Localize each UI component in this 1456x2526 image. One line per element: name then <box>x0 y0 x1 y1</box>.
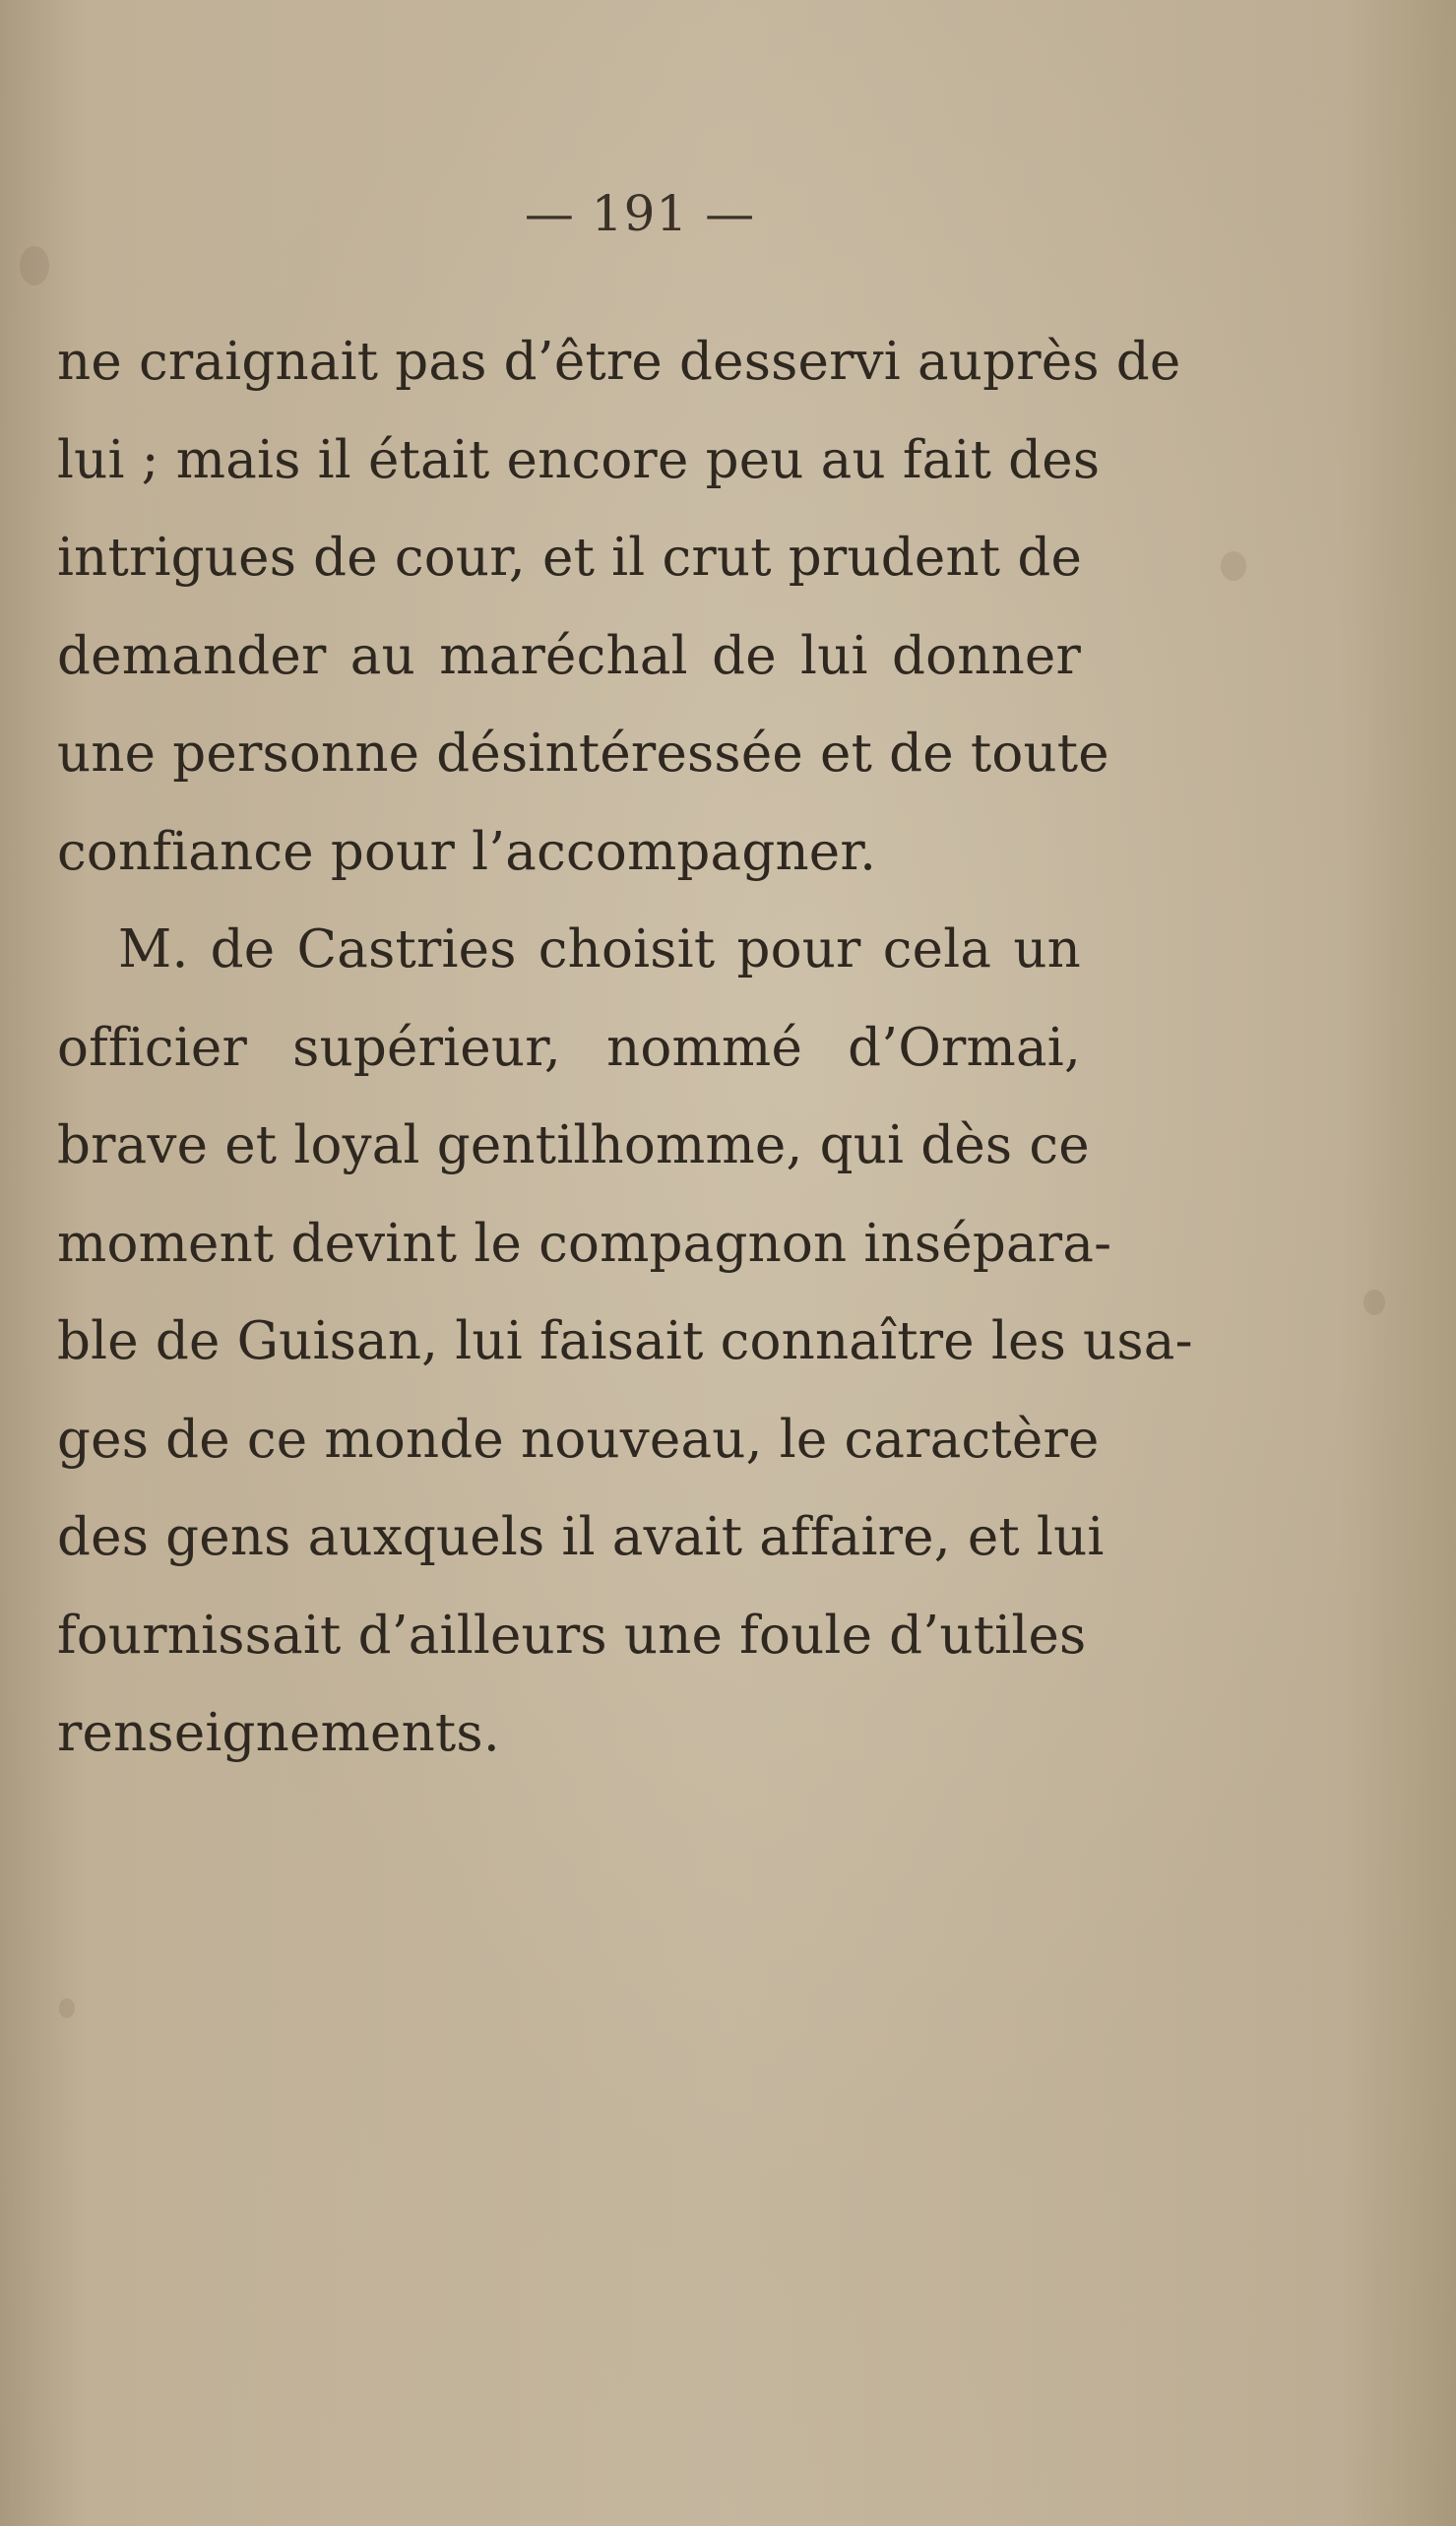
text-line: demander au maréchal de lui donner <box>57 625 1081 686</box>
text-line: ges de ce monde nouveau, le caractère <box>57 1409 1100 1470</box>
paper-stain <box>1221 551 1246 581</box>
paper-stain <box>59 1998 75 2018</box>
text-line: ble de Guisan, lui faisait connaître les usa- <box>57 1311 1193 1371</box>
text-line: moment devint le compagnon insépara- <box>57 1213 1112 1274</box>
text-line: M. de Castries choisit pour cela un <box>118 919 1081 979</box>
text-line: fournissait d’ailleurs une foule d’utiles <box>57 1605 1087 1666</box>
text-line: ne craignait pas d’être desservi auprès de <box>57 332 1181 392</box>
text-line: confiance pour l’accompagner. <box>57 821 877 882</box>
text-line: une personne désintéressée et de toute <box>57 724 1109 784</box>
text-line: lui ; mais il était encore peu au fait des <box>57 429 1101 490</box>
body-text <box>57 313 1193 1783</box>
paper-stain <box>1363 1290 1385 1315</box>
page-number: — 191 — <box>524 185 756 242</box>
text-line: brave et loyal gentilhomme, qui dès ce <box>57 1115 1090 1175</box>
paper-stain <box>20 246 49 285</box>
text-line: intrigues de cour, et il crut prudent de <box>57 528 1083 588</box>
text-line: officier supérieur, nommé d’Ormai, <box>57 1017 1081 1078</box>
text-line: renseignements. <box>57 1703 500 1763</box>
text-line: des gens auxquels il avait affaire, et lui <box>57 1507 1105 1567</box>
